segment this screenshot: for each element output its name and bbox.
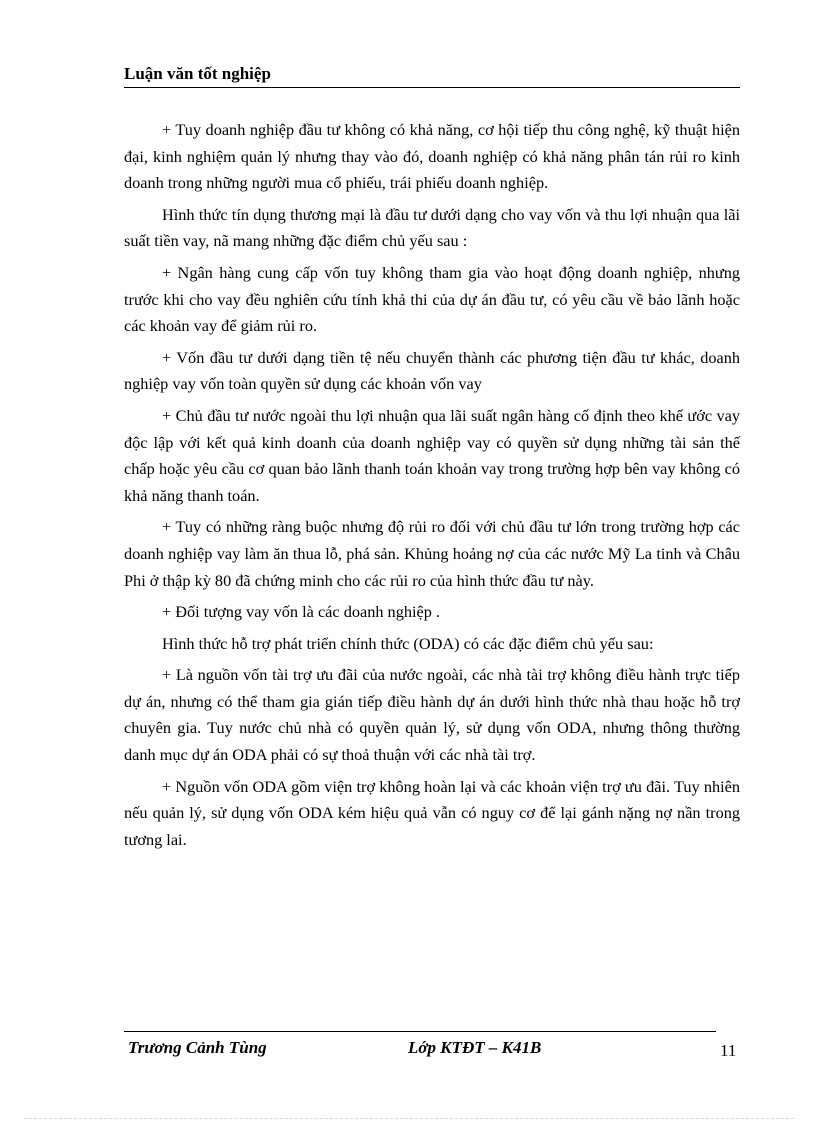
paragraph: + Nguồn vốn ODA gồm viện trợ không hoàn lại và các khoản viện trợ ưu đãi. Tuy nhiên nếu quản lý, sử dụng vốn ODA kém hiệu quả vẫn có nguy cơ để lại gánh nặng nợ nần trong tương lai. — [124, 776, 740, 849]
header-divider — [124, 87, 740, 88]
footer-divider — [124, 1031, 716, 1032]
header-title: Luận văn tốt nghiệp — [124, 64, 271, 83]
paragraph: + Vốn đầu tư dưới dạng tiền tệ nếu chuyển thành các phương tiện đầu tư khác, doanh nghiệp vay vốn toàn quyền sử dụng các khoản vốn vay — [124, 347, 740, 394]
paragraph: + Là nguồn vốn tài trợ ưu đãi của nước ngoài, các nhà tài trợ không điều hành trực tiếp dự án, nhưng có thể tham gia gián tiếp điều hành dự án dưới hình thức nhà thau hoặc hỗ trợ chuyên gia. Tuy nước chủ nhà có quyền quản lý, sử dụng vốn ODA, nhưng thông thường danh mục dự án ODA phải có sự thoả thuận với các nhà tài trợ. — [124, 665, 740, 765]
page-number: 11 — [720, 1041, 737, 1060]
paragraph: + Tuy doanh nghiệp đầu tư không có khả năng, cơ hội tiếp thu công nghệ, kỹ thuật hiện đại, kinh nghiệm quản lý nhưng thay vào đó, doanh nghiệp có khả năng phân tán rủi ro kinh doanh trong những người mua cổ phiếu, trái phiếu doanh nghiệp. — [124, 120, 740, 193]
paragraph: + Chủ đầu tư nước ngoài thu lợi nhuận qua lãi suất ngân hàng cố định theo khế ước vay độc lập với kết quả kinh doanh của doanh nghiệp vay có quyền sử dụng những tài sản thế chấp hoặc yêu cầu cơ quan bảo lãnh thanh toán khoản vay trong trường hợp bên vay không có khả năng thanh toán. — [124, 405, 740, 505]
paragraph: + Ngân hàng cung cấp vốn tuy không tham gia vào hoạt động doanh nghiệp, nhưng trước khi cho vay đều nghiên cứu tính khả thi của dự án đầu tư, có yêu cầu về bảo lãnh hoặc các khoản vay để giảm rủi ro. — [124, 262, 740, 336]
footer-author: Trương Cảnh Tùng — [128, 1038, 267, 1057]
paragraph: Hình thức tín dụng thương mại là đầu tư dưới dạng cho vay vốn và thu lợi nhuận qua lãi suất tiền vay, nã mang những đặc điểm chủ yếu sau : — [124, 204, 740, 251]
page-edge — [24, 1118, 794, 1119]
paragraph: + Tuy có những ràng buộc nhưng độ rủi ro đối với chủ đầu tư lớn trong trường hợp các doanh nghiệp vay làm ăn thua lỗ, phá sản. Khủng hoảng nợ của các nước Mỹ La tinh và Châu Phi ở thập kỳ 80 đã chứng minh cho các rủi ro của hình thức đầu tư này. — [124, 517, 740, 590]
body-text — [124, 117, 740, 858]
paragraph: Hình thức hỗ trợ phát triển chính thức (ODA) có các đặc điểm chủ yếu sau: — [162, 633, 654, 653]
paragraph: + Đối tượng vay vốn là các doanh nghiệp . — [162, 602, 441, 622]
footer-class: Lớp KTĐT – K41B — [408, 1038, 542, 1057]
